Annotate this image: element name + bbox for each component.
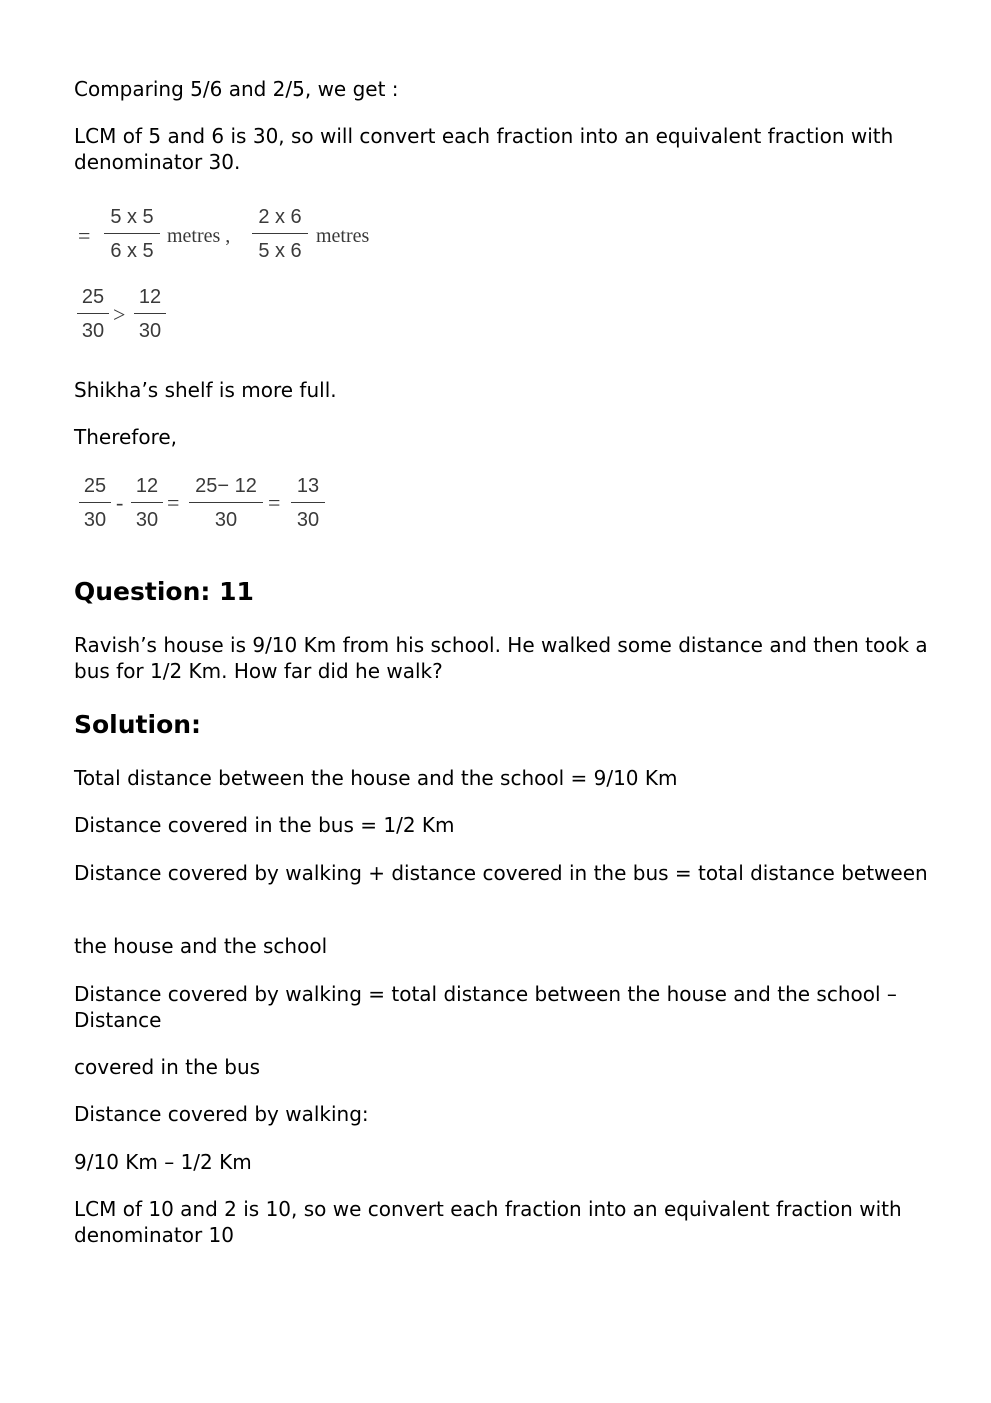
fraction-25-30 [77,285,109,343]
unit-metres-1: metres , [167,225,231,247]
solution-heading: Solution: [74,710,202,739]
question-text: Ravish’s house is 9/10 Km from his school. He walked some distance and then took a bus for 1/2 Km. How far did he walk? [74,633,928,683]
denominator: 30 [138,320,162,342]
denominator: 5 x 6 [258,240,302,262]
lcm-text: LCM of 5 and 6 is 30, so will convert each fraction into an equivalent fraction with denominator 30. [74,124,894,174]
solution-line: Distance covered by walking = total distance between the house and the school – Distance [74,982,897,1032]
solution-line: 9/10 Km – 1/2 Km [74,1150,252,1174]
denominator: 6 x 5 [110,240,154,262]
solution-line: LCM of 10 and 2 is 10, so we convert each fraction into an equivalent fraction with denominator 10 [74,1197,902,1247]
numerator: 12 [134,285,166,314]
fraction-12-30 [131,474,163,532]
comparing-text: Comparing 5/6 and 2/5, we get : [74,77,399,101]
numerator: 12 [131,474,163,503]
solution-line: covered in the bus [74,1055,261,1079]
solution-line: the house and the school [74,934,328,958]
denominator: 30 [135,509,159,531]
therefore-text: Therefore, [74,425,178,449]
minus-sign: - [116,490,124,515]
denominator: 30 [81,320,105,342]
numerator: 5 x 5 [104,205,160,234]
equals-sign: = [268,490,281,515]
numerator: 25 [77,285,109,314]
greater-than-sign: > [113,302,126,327]
fraction-13-30 [291,474,325,532]
conclusion-text: Shikha’s shelf is more full. [74,378,337,402]
solution-line: Distance covered by walking: [74,1102,369,1126]
numerator: 2 x 6 [252,205,308,234]
numerator: 25− 12 [189,474,263,503]
solution-line: Total distance between the house and the school = 9/10 Km [74,766,678,790]
denominator: 30 [296,509,320,531]
question-heading: Question: 11 [74,577,254,606]
fraction-25-minus-12-over-30 [189,474,263,532]
solution-line: Distance covered in the bus = 1/2 Km [74,813,455,837]
fraction-2 [252,205,308,263]
fraction-12-30 [134,285,166,343]
equals-sign: = [167,490,180,515]
numerator: 13 [291,474,325,503]
numerator: 25 [79,474,111,503]
fraction-25-30 [79,474,111,532]
equals-sign: = [78,223,91,248]
solution-line: Distance covered by walking + distance covered in the bus = total distance between [74,861,928,885]
denominator: 30 [83,509,107,531]
fraction-1 [104,205,160,263]
unit-metres-2: metres [316,225,370,247]
denominator: 30 [214,509,238,531]
